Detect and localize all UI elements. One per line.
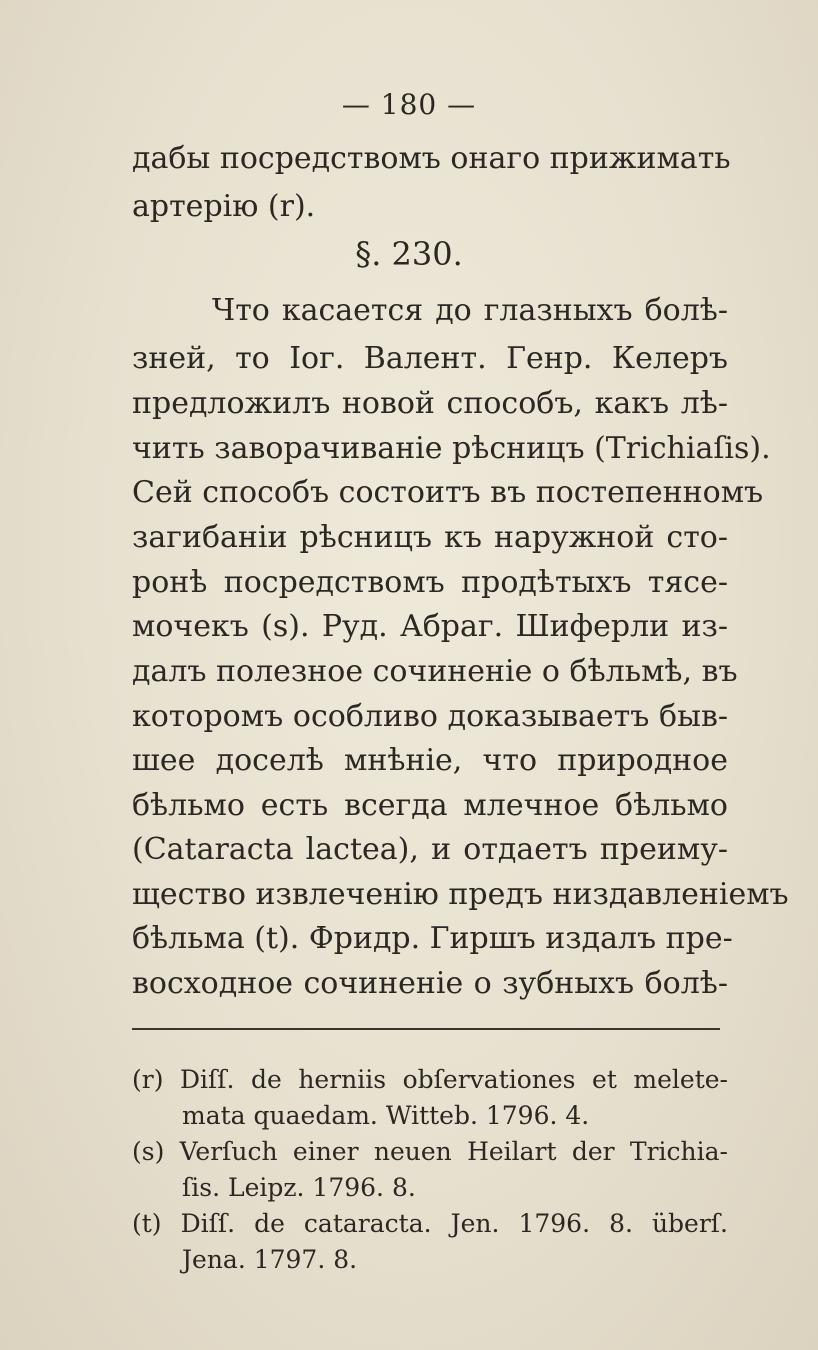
body-line: загибаніи рѣсницъ къ наружной сто-	[132, 520, 728, 555]
footnote-line: (s) Verſuch einer neuen Heilart der Trichia-	[132, 1137, 728, 1166]
body-line: щество извлеченію предъ низдавленіемъ	[132, 877, 789, 912]
page-number: — 180 —	[341, 88, 477, 121]
body-line: предложилъ новой способъ, какъ лѣ-	[132, 386, 728, 421]
body-line: Что касается до глазныхъ болѣ-	[212, 293, 728, 328]
footnote-line: Jena. 1797. 8.	[182, 1245, 358, 1274]
body-line: шее доселѣ мнѣніе, что природное	[132, 743, 728, 778]
body-line: далъ полезное сочиненіе о бѣльмѣ, въ	[132, 654, 738, 689]
body-line: дабы посредствомъ онаго прижимать	[132, 141, 731, 176]
body-line: артерію (r).	[132, 189, 316, 224]
body-line: мочекъ (s). Руд. Абраг. Шиферли из-	[132, 609, 728, 644]
body-line: бѣльмо есть всегда млечное бѣльмо	[132, 788, 728, 823]
footnote-line: (r) Diſſ. de herniis obſervationes et melete-	[132, 1065, 728, 1094]
body-line: чить заворачиваніе рѣсницъ (Trichiaſis).	[132, 431, 771, 466]
footnote-rule	[132, 1028, 720, 1030]
body-line: ронѣ посредствомъ продѣтыхъ тясе-	[132, 565, 728, 600]
body-line: которомъ особливо доказываетъ быв-	[132, 699, 728, 734]
section-heading: §. 230.	[355, 235, 463, 273]
footnote-line: mata quaedam. Witteb. 1796. 4.	[182, 1101, 590, 1130]
body-line: Сей способъ состоитъ въ постепенномъ	[132, 475, 764, 510]
body-line: бѣльма (t). Фридр. Гиршъ издалъ пре-	[132, 921, 733, 956]
body-line: восходное сочиненіе о зубныхъ болѣ-	[132, 966, 728, 1001]
body-line: (Cataracta lactea), и отдаетъ преиму-	[132, 832, 728, 867]
footnote-line: (t) Diſſ. de cataracta. Jen. 1796. 8. überſ.	[132, 1209, 728, 1238]
footnote-line: ſis. Leipz. 1796. 8.	[182, 1173, 416, 1202]
body-line: зней, то Іог. Валент. Генр. Келеръ	[132, 341, 728, 376]
